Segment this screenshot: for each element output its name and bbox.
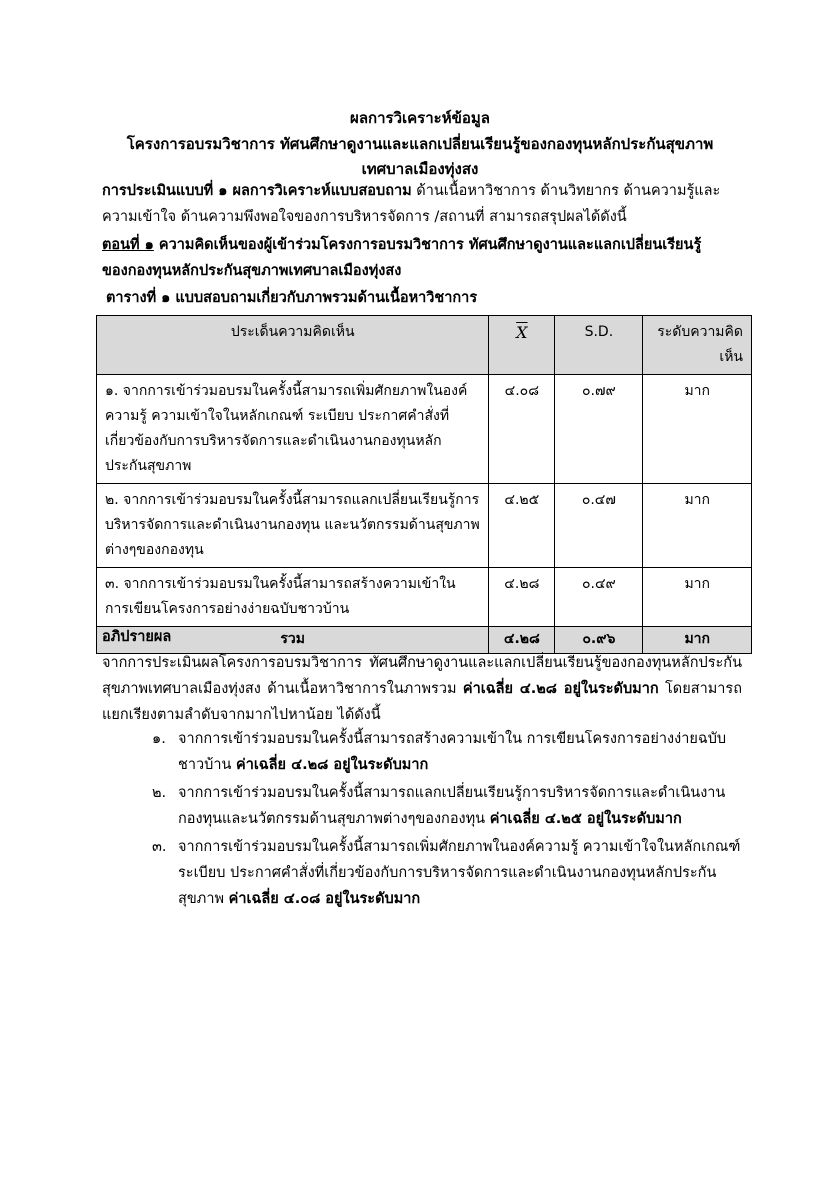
table-row [97,568,752,627]
part-one-text: ความคิดเห็นของผู้เข้าร่วมโครงการอบรมวิชาการ ทัศนศึกษาดูงานและแลกเปลี่ยนเรียนรู้ของกองทุนหลักประกันสุขภาพเทศบาลเมืองทุ่งสง [102,237,702,279]
table-row [97,375,752,484]
list-item [102,780,742,832]
total-mean: ๔.๒๘ [489,627,555,654]
discussion-heading: อภิปรายผล [102,629,172,645]
discussion-list [102,726,742,914]
header-opinion: ประเด็นความคิดเห็น [97,316,489,375]
document-title: ผลการวิเคราะห์ข้อมูล [350,109,490,127]
assessment-label: การประเมินแบบที่ ๑ ผลการวิเคราะห์แบบสอบถาม [102,183,412,199]
table-caption: ตารางที่ ๑ แบบสอบถามเกี่ยวกับภาพรวมด้านเนื้อหาวิชาการ [106,290,478,306]
table-header-row [97,316,752,375]
list-item-result: ค่าเฉลี่ย ๔.๒๘ อยู่ในระดับมาก [236,757,429,773]
row-mean: ๔.๒๕ [489,484,555,568]
discussion-text-a: จากการประเมินผลโครงการอบรมวิชาการ ทัศนศึกษาดูงานและแลกเปลี่ยนเรียนรู้ของกองทุนหลักประกันสุขภาพเทศบาลเมืองทุ่งสง ด้านเนื้อหาวิชาการในภาพรวม [102,655,742,697]
row-mean: ๔.๒๘ [489,568,555,627]
list-item-number: ๒. [152,785,167,801]
row-sd: ๐.๗๙ [555,375,643,484]
project-title: โครงการอบรมวิชาการ ทัศนศึกษาดูงานและแลกเปลี่ยนเรียนรู้ของกองทุนหลักประกันสุขภาพ [126,135,714,153]
mean-symbol: $\overline{X}$ [516,323,528,342]
total-level: มาก [643,627,752,654]
list-item-number: ๓. [152,839,167,855]
assessment-text: ด้านเนื้อหาวิชาการ ด้านวิทยากร ด้านความรู้และความเข้าใจ ด้านความพึงพอใจของการบริหารจัดการ /สถานที่ สามารถสรุปผลได้ดังนี้ [102,183,721,225]
row-level: มาก [643,484,752,568]
assessment-paragraph [102,178,742,230]
row-level: มาก [643,568,752,627]
total-label: รวม [97,627,489,654]
list-item-text: จากการเข้าร่วมอบรมในครั้งนี้สามารถสร้างความเข้าใน การเขียนโครงการอย่างง่ายฉบับชาวบ้าน [178,731,727,773]
list-item [102,834,742,912]
row-sd: ๐.๔๙ [555,568,643,627]
list-item-text: จากการเข้าร่วมอบรมในครั้งนี้สามารถเพิ่มศักยภาพในองค์ความรู้ ความเข้าใจในหลักเกณฑ์ ระเบียบ ประกาศคำสั่งที่เกี่ยวข้องกับการบริหารจัดการและดำเนินงานกองทุนหลักประกันสุขภาพ [178,839,741,907]
discussion-summary: ค่าเฉลี่ย ๔.๒๘ อยู่ในระดับมาก [462,681,659,697]
organization-title: เทศบาลเมืองทุ่งสง [361,160,479,178]
header-level: ระดับความคิดเห็น [643,316,752,375]
row-mean: ๔.๐๘ [489,375,555,484]
table-row [97,484,752,568]
list-item-result: ค่าเฉลี่ย ๔.๐๘ อยู่ในระดับมาก [228,891,421,907]
discussion-text-c: โดยสามารถแยกเรียงตามลำดับจากมากไปหาน้อย ได้ดังนี้ [102,681,742,723]
row-opinion: ๓. จากการเข้าร่วมอบรมในครั้งนี้สามารถสร้างความเข้าใน การเขียนโครงการอย่างง่ายฉบับชาวบ้าน [97,568,489,627]
header-mean [489,316,555,375]
list-item-number: ๑. [152,731,166,747]
part-one-paragraph [102,232,742,284]
row-opinion: ๑. จากการเข้าร่วมอบรมในครั้งนี้สามารถเพิ่มศักยภาพในองค์ความรู้ ความเข้าใจในหลักเกณฑ์ ระเบียบ ประกาศคำสั่งที่เกี่ยวข้องกับการบริหารจัดการและดำเนินงานกองทุนหลักประกันสุขภาพ [97,375,489,484]
header-sd: S.D. [555,316,643,375]
part-one-label: ตอนที่ ๑ [102,237,154,253]
list-item [102,726,742,778]
discussion-paragraph [102,650,742,728]
list-item-text: จากการเข้าร่วมอบรมในครั้งนี้สามารถแลกเปลี่ยนเรียนรู้การบริหารจัดการและดำเนินงานกองทุนและนวัตกรรมด้านสุขภาพต่างๆของกองทุน [178,785,726,827]
row-opinion: ๒. จากการเข้าร่วมอบรมในครั้งนี้สามารถแลกเปลี่ยนเรียนรู้การบริหารจัดการและดำเนินงานกองทุน และนวัตกรรมด้านสุขภาพต่างๆของกองทุน [97,484,489,568]
list-item-result: ค่าเฉลี่ย ๔.๒๕ อยู่ในระดับมาก [489,811,682,827]
opinion-table [96,315,752,654]
row-sd: ๐.๔๗ [555,484,643,568]
total-sd: ๐.๙๖ [555,627,643,654]
row-level: มาก [643,375,752,484]
